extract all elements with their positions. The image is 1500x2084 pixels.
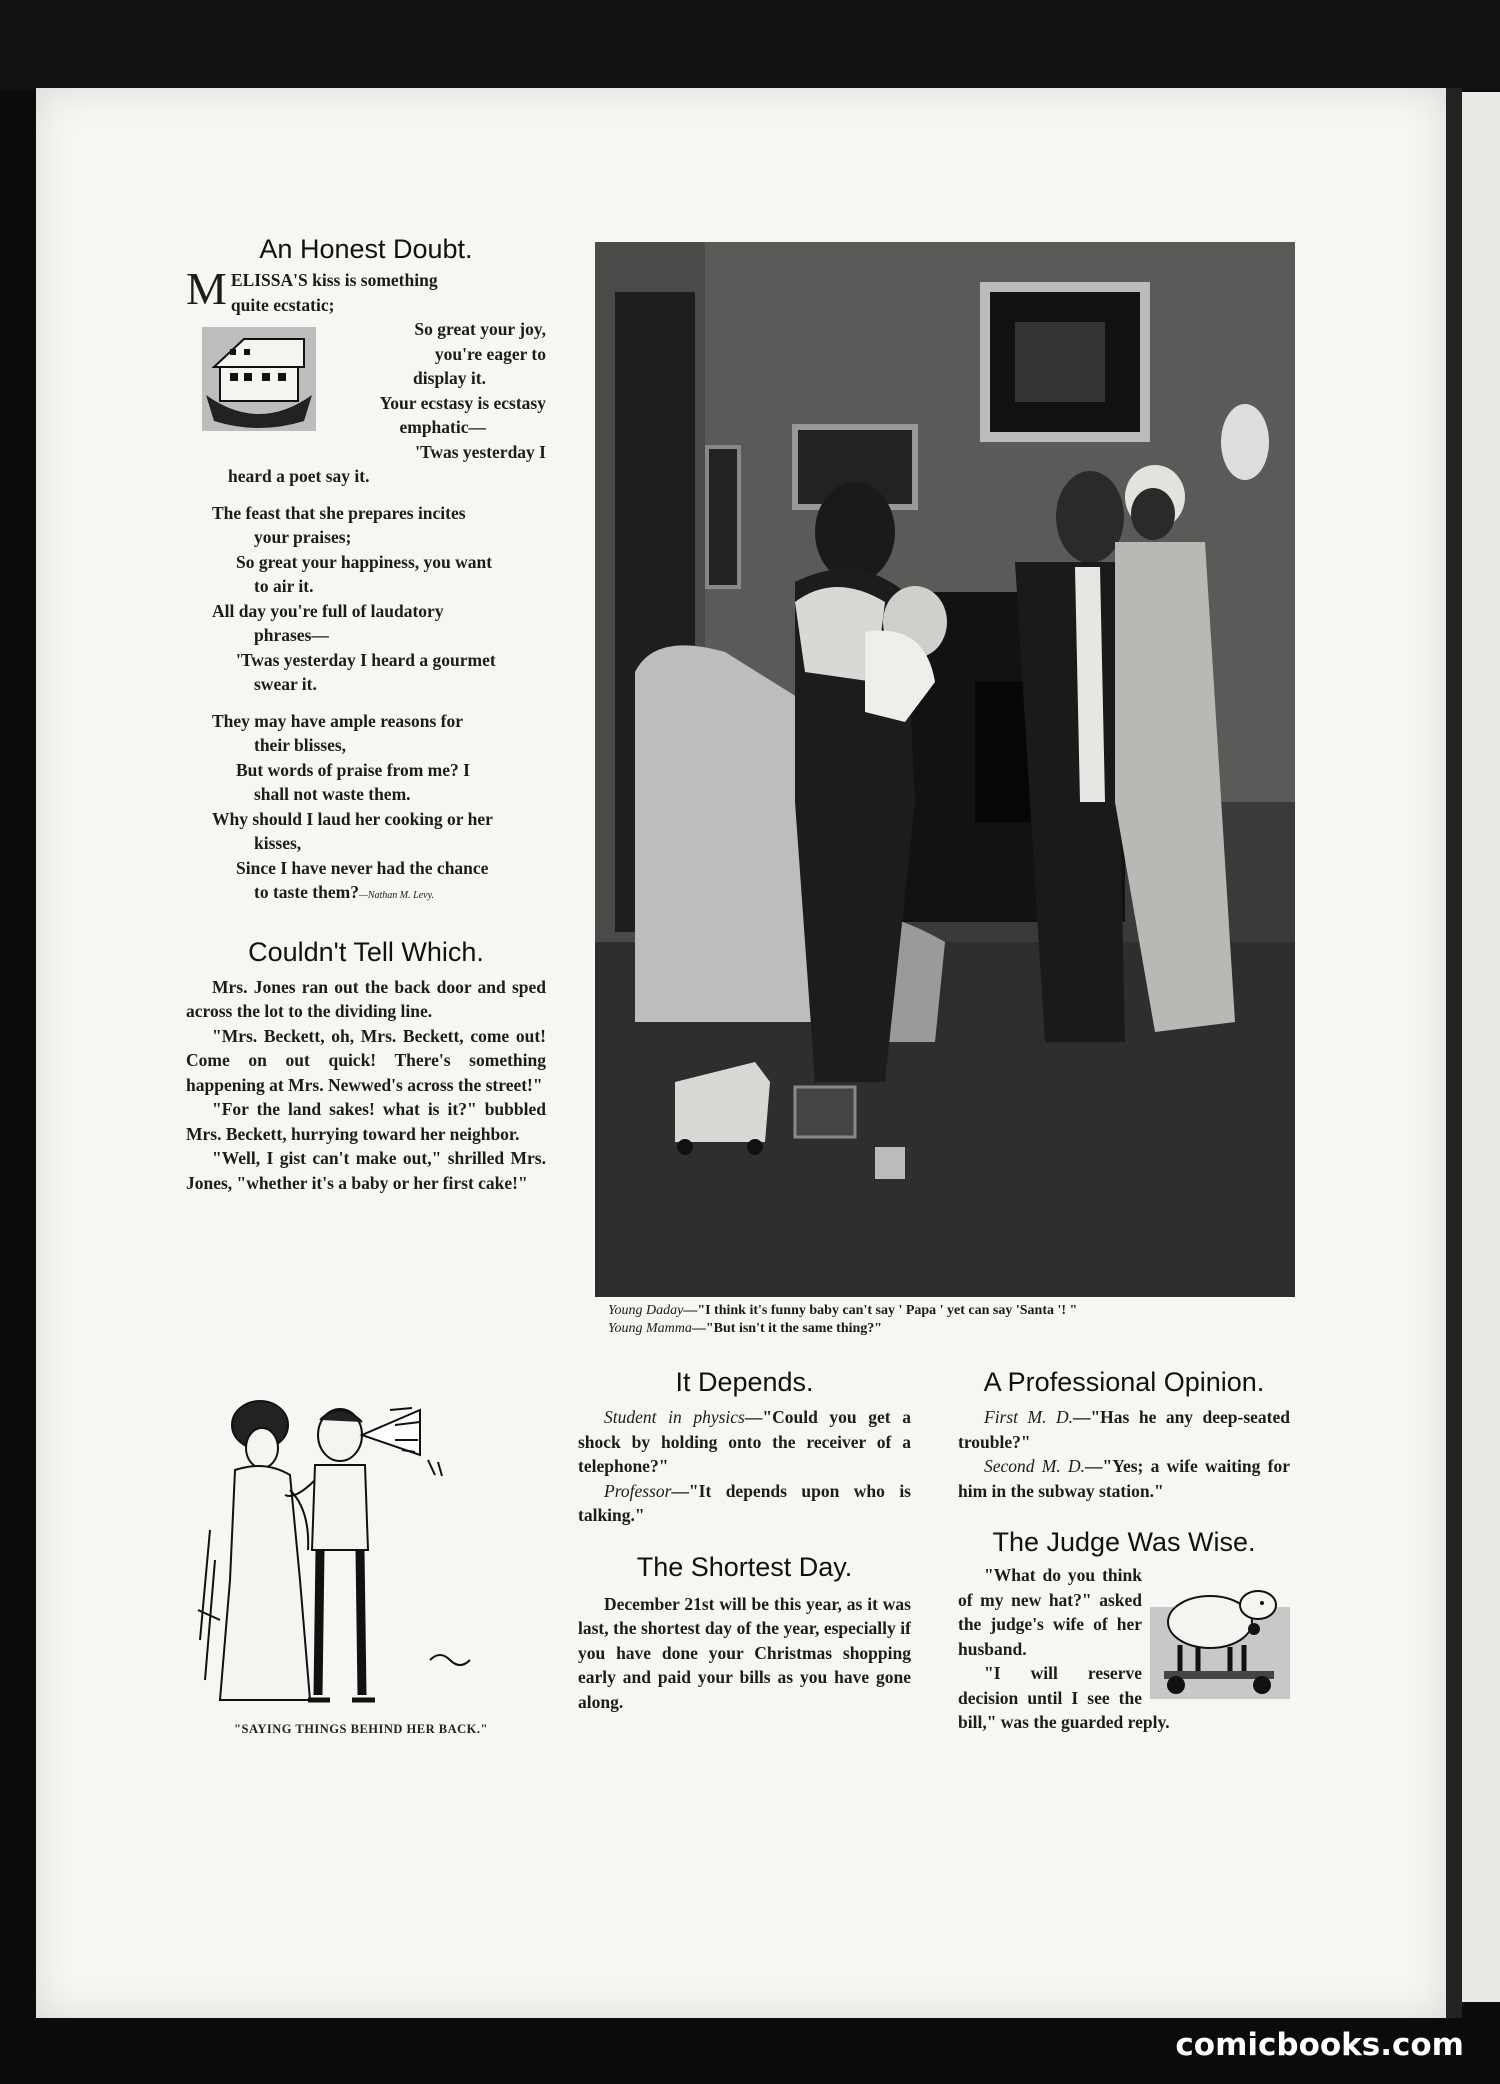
story-title-couldnt-tell: Couldn't Tell Which. bbox=[248, 936, 484, 967]
poem-line: All day you're full of laudatory bbox=[212, 600, 444, 621]
christmas-scene-drawing bbox=[595, 242, 1295, 1297]
adjacent-page-edge bbox=[1462, 92, 1500, 2002]
dialogue-text: —"Could you get a shock by holding onto the receiver of a telephone?" bbox=[578, 1407, 911, 1476]
paragraph: "I will reserve decision until I see the bill," was the guarded reply. bbox=[958, 1663, 1170, 1732]
poem-line: 'Twas yesterday I heard a gourmet bbox=[236, 649, 496, 670]
paragraph: "Well, I gist can't make out," shrilled Mrs. Jones, "whether it's a baby or her first cake!" bbox=[186, 1148, 546, 1193]
speaker-name: Professor bbox=[604, 1480, 672, 1501]
story-it-depends-body bbox=[578, 1405, 911, 1528]
paragraph: Mrs. Jones ran out the back door and sped across the lot to the dividing line. bbox=[186, 976, 546, 1021]
drop-cap: M bbox=[186, 263, 227, 314]
poem-line: their blisses, bbox=[254, 735, 347, 755]
house-icon bbox=[200, 325, 318, 433]
poem-line: heard a poet say it. bbox=[228, 466, 370, 486]
poem-line: you're eager to bbox=[434, 343, 546, 364]
poem-line: So great your happiness, you want bbox=[236, 551, 493, 572]
dialogue-text: —"It depends upon who is talking." bbox=[578, 1480, 911, 1525]
story-couldnt-tell-body bbox=[186, 975, 546, 1196]
toy-lamb-icon bbox=[1150, 1567, 1290, 1699]
paragraph: "What do you think of my new hat?" asked the judge's wife of her husband. bbox=[958, 1565, 1142, 1659]
caption-text: —"I think it's funny baby can't say ' Papa ' yet can say 'Santa '! " bbox=[683, 1303, 1078, 1318]
poem-line: quite ecstatic; bbox=[230, 294, 335, 315]
poem-line: display it. bbox=[413, 368, 486, 388]
poem-line: So great your joy, bbox=[414, 319, 546, 339]
page-gutter bbox=[1446, 88, 1462, 2018]
paragraph: "For the land sakes! what is it?" bubbled Mrs. Beckett, hurrying toward her neighbor. bbox=[186, 1099, 546, 1144]
poem-line: 'Twas yesterday I bbox=[415, 441, 546, 462]
christmas-scene-illustration bbox=[595, 242, 1295, 1297]
poem-line: swear it. bbox=[254, 674, 317, 694]
story-title-it-depends: It Depends. bbox=[675, 1367, 814, 1397]
story-title-shortest-day: The Shortest Day. bbox=[636, 1551, 853, 1582]
illustration-caption bbox=[608, 1302, 1288, 1338]
cartoon-drawing bbox=[190, 1380, 520, 1715]
poem-line: Why should I laud her cooking or her bbox=[212, 808, 493, 829]
poem-line: your praises; bbox=[254, 527, 352, 547]
speaker-name: Second M. D. bbox=[984, 1456, 1086, 1476]
story-shortest-day-body bbox=[578, 1592, 911, 1715]
poem-line: Your ecstasy is ecstasy bbox=[379, 392, 546, 413]
paragraph: December 21st will be this year, as it was last, the shortest day of the year, especially if you have done your Christmas shopping early and paid your bills as you have gone along. bbox=[578, 1593, 911, 1712]
speaker-name: First M. D. bbox=[984, 1407, 1073, 1427]
left-column bbox=[186, 232, 546, 1195]
cartoon-illustration bbox=[190, 1380, 520, 1715]
story-title-professional-opinion: A Professional Opinion. bbox=[983, 1367, 1265, 1397]
caption-speaker: Young Daday bbox=[608, 1303, 684, 1318]
poem-line: to air it. bbox=[254, 576, 314, 596]
poem-line: But words of praise from me? I bbox=[236, 759, 470, 780]
poem-body bbox=[186, 263, 546, 909]
scan-border-top bbox=[0, 0, 1500, 90]
caption-text: —"But isn't it the same thing?" bbox=[691, 1321, 883, 1336]
poem-line: They may have ample reasons for bbox=[212, 710, 463, 731]
poem-line: to taste them? bbox=[254, 882, 359, 902]
right-column bbox=[958, 1365, 1290, 1735]
speaker-name: Student in physics bbox=[604, 1407, 745, 1427]
cartoon-caption: "SAYING THINGS BEHIND HER BACK." bbox=[234, 1722, 488, 1736]
poem-line: The feast that she prepares incites bbox=[212, 502, 466, 523]
poem-line: shall not waste them. bbox=[254, 784, 411, 804]
caption-speaker: Young Mamma bbox=[608, 1321, 692, 1336]
poem-title: An Honest Doubt. bbox=[259, 234, 473, 264]
story-judge-was-wise-body bbox=[958, 1563, 1290, 1735]
paragraph: "Mrs. Beckett, oh, Mrs. Beckett, come out! Come on out quick! There's something happening at Mrs. Newwed's across the street!" bbox=[186, 1025, 546, 1095]
poem-credit: —Nathan M. Levy. bbox=[358, 890, 434, 901]
poem-line: phrases— bbox=[254, 625, 329, 645]
story-title-judge-was-wise: The Judge Was Wise. bbox=[992, 1527, 1256, 1557]
story-professional-opinion-body bbox=[958, 1405, 1290, 1503]
dialogue-text: —"Yes; a wife waiting for him in the subway station." bbox=[958, 1456, 1290, 1501]
poem-line: emphatic— bbox=[399, 417, 486, 437]
site-watermark: comicbooks.com bbox=[1175, 2027, 1464, 2063]
poem-line: ELISSA'S kiss is something bbox=[230, 270, 438, 290]
poem-line: kisses, bbox=[254, 833, 302, 853]
poem-line: Since I have never had the chance bbox=[236, 857, 489, 878]
dialogue-text: —"Has he any deep-seated trouble?" bbox=[958, 1407, 1291, 1452]
middle-column bbox=[578, 1365, 911, 1714]
